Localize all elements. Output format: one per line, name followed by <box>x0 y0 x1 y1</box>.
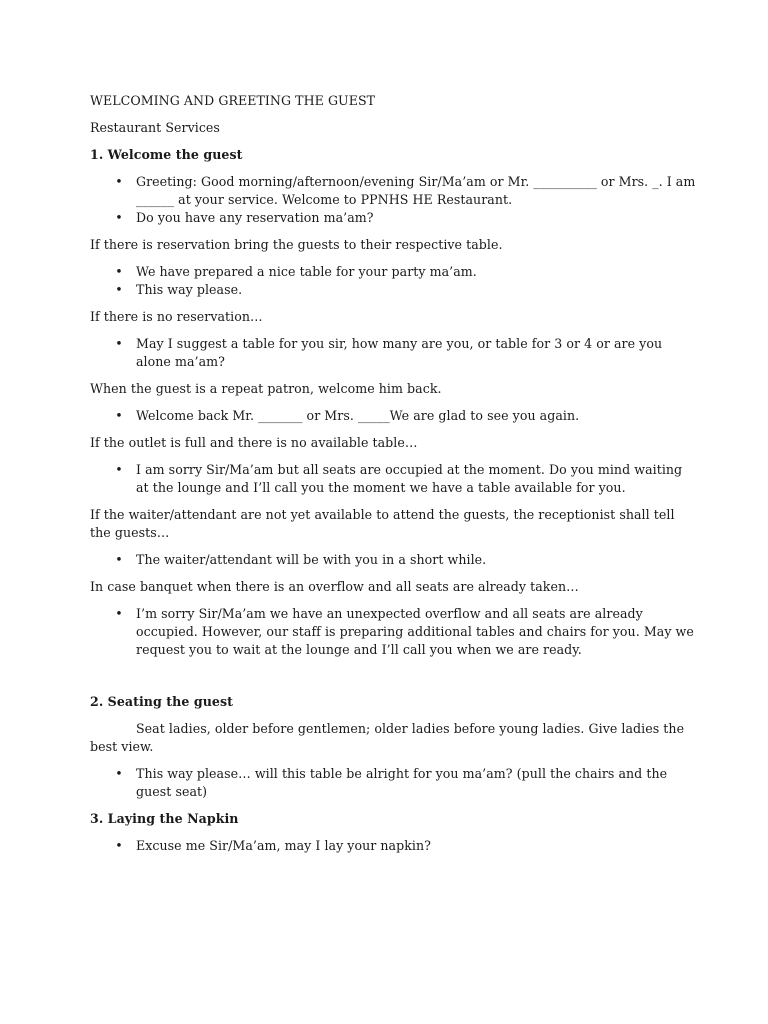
list-item <box>90 765 698 801</box>
list-item-text: May I suggest a table for you sir, how many are you, or table for 3 or 4 or are you alone ma’am? <box>136 336 663 369</box>
list-item-text: Excuse me Sir/Ma’am, may I lay your napkin? <box>136 838 431 853</box>
section-heading-napkin: 3. Laying the Napkin <box>90 811 239 826</box>
list-item <box>90 281 698 299</box>
bullet-icon: • <box>115 282 123 297</box>
bullet-icon: • <box>115 552 123 567</box>
bullet-list-greeting <box>90 173 698 227</box>
list-item <box>90 335 698 371</box>
bullet-list-napkin <box>90 837 698 855</box>
bullet-icon: • <box>115 336 123 351</box>
bullet-list-banquet <box>90 605 698 659</box>
list-item-text: I’m sorry Sir/Ma’am we have an unexpected overflow and all seats are already occupied. However, our staff is preparing additional tables and chairs for you. May we request you to wait at the lounge and I’ll call you when we are ready. <box>136 606 694 657</box>
paragraph-reservation: If there is reservation bring the guests to their respective table. <box>90 237 503 252</box>
bullet-icon: • <box>115 838 123 853</box>
bullet-icon: • <box>115 264 123 279</box>
list-item-text: Welcome back Mr. _______ or Mrs. _____We are glad to see you again. <box>136 408 580 423</box>
list-item <box>90 263 698 281</box>
list-item-text: Do you have any reservation ma’am? <box>136 210 374 225</box>
bullet-list-reservation <box>90 263 698 299</box>
document-subtitle: Restaurant Services <box>90 120 220 135</box>
bullet-list-waiter <box>90 551 698 569</box>
paragraph-banquet: In case banquet when there is an overflow and all seats are already taken… <box>90 579 579 594</box>
section-heading-seating: 2. Seating the guest <box>90 694 233 709</box>
bullet-list-repeat-patron <box>90 407 698 425</box>
list-item-text: The waiter/attendant will be with you in a short while. <box>136 552 487 567</box>
list-item-text: Greeting: Good morning/afternoon/evening Sir/Ma’am or Mr. __________ or Mrs. _. I am ______ at your service. Welcome to PPNHS HE Restaurant. <box>136 174 696 207</box>
bullet-list-no-reservation <box>90 335 698 371</box>
paragraph-outlet-full: If the outlet is full and there is no available table… <box>90 435 418 450</box>
paragraph-no-reservation: If there is no reservation… <box>90 309 263 324</box>
list-item <box>90 605 698 659</box>
bullet-icon: • <box>115 766 123 781</box>
section-heading-welcome: 1. Welcome the guest <box>90 147 243 162</box>
bullet-icon: • <box>115 606 123 621</box>
list-item <box>90 173 698 209</box>
bullet-list-outlet-full <box>90 461 698 497</box>
bullet-icon: • <box>115 210 123 225</box>
paragraph-seating: Seat ladies, older before gentlemen; older ladies before young ladies. Give ladies the best view. <box>90 721 685 754</box>
list-item-text: This way please… will this table be alright for you ma’am? (pull the chairs and the guest seat) <box>136 766 668 799</box>
list-item-text: I am sorry Sir/Ma’am but all seats are occupied at the moment. Do you mind waiting at the lounge and I’ll call you the moment we have a table available for you. <box>136 462 683 495</box>
document-title: WELCOMING AND GREETING THE GUEST <box>90 93 376 108</box>
bullet-list-seating <box>90 765 698 801</box>
bullet-icon: • <box>115 462 123 477</box>
list-item <box>90 551 698 569</box>
list-item <box>90 209 698 227</box>
list-item-text: This way please. <box>136 282 243 297</box>
bullet-icon: • <box>115 174 123 189</box>
paragraph-repeat-patron: When the guest is a repeat patron, welcome him back. <box>90 381 442 396</box>
list-item-text: We have prepared a nice table for your party ma’am. <box>136 264 477 279</box>
list-item <box>90 837 698 855</box>
list-item <box>90 407 698 425</box>
bullet-icon: • <box>115 408 123 423</box>
list-item <box>90 461 698 497</box>
paragraph-waiter: If the waiter/attendant are not yet available to attend the guests, the receptionist shall tell the guests… <box>90 507 675 540</box>
